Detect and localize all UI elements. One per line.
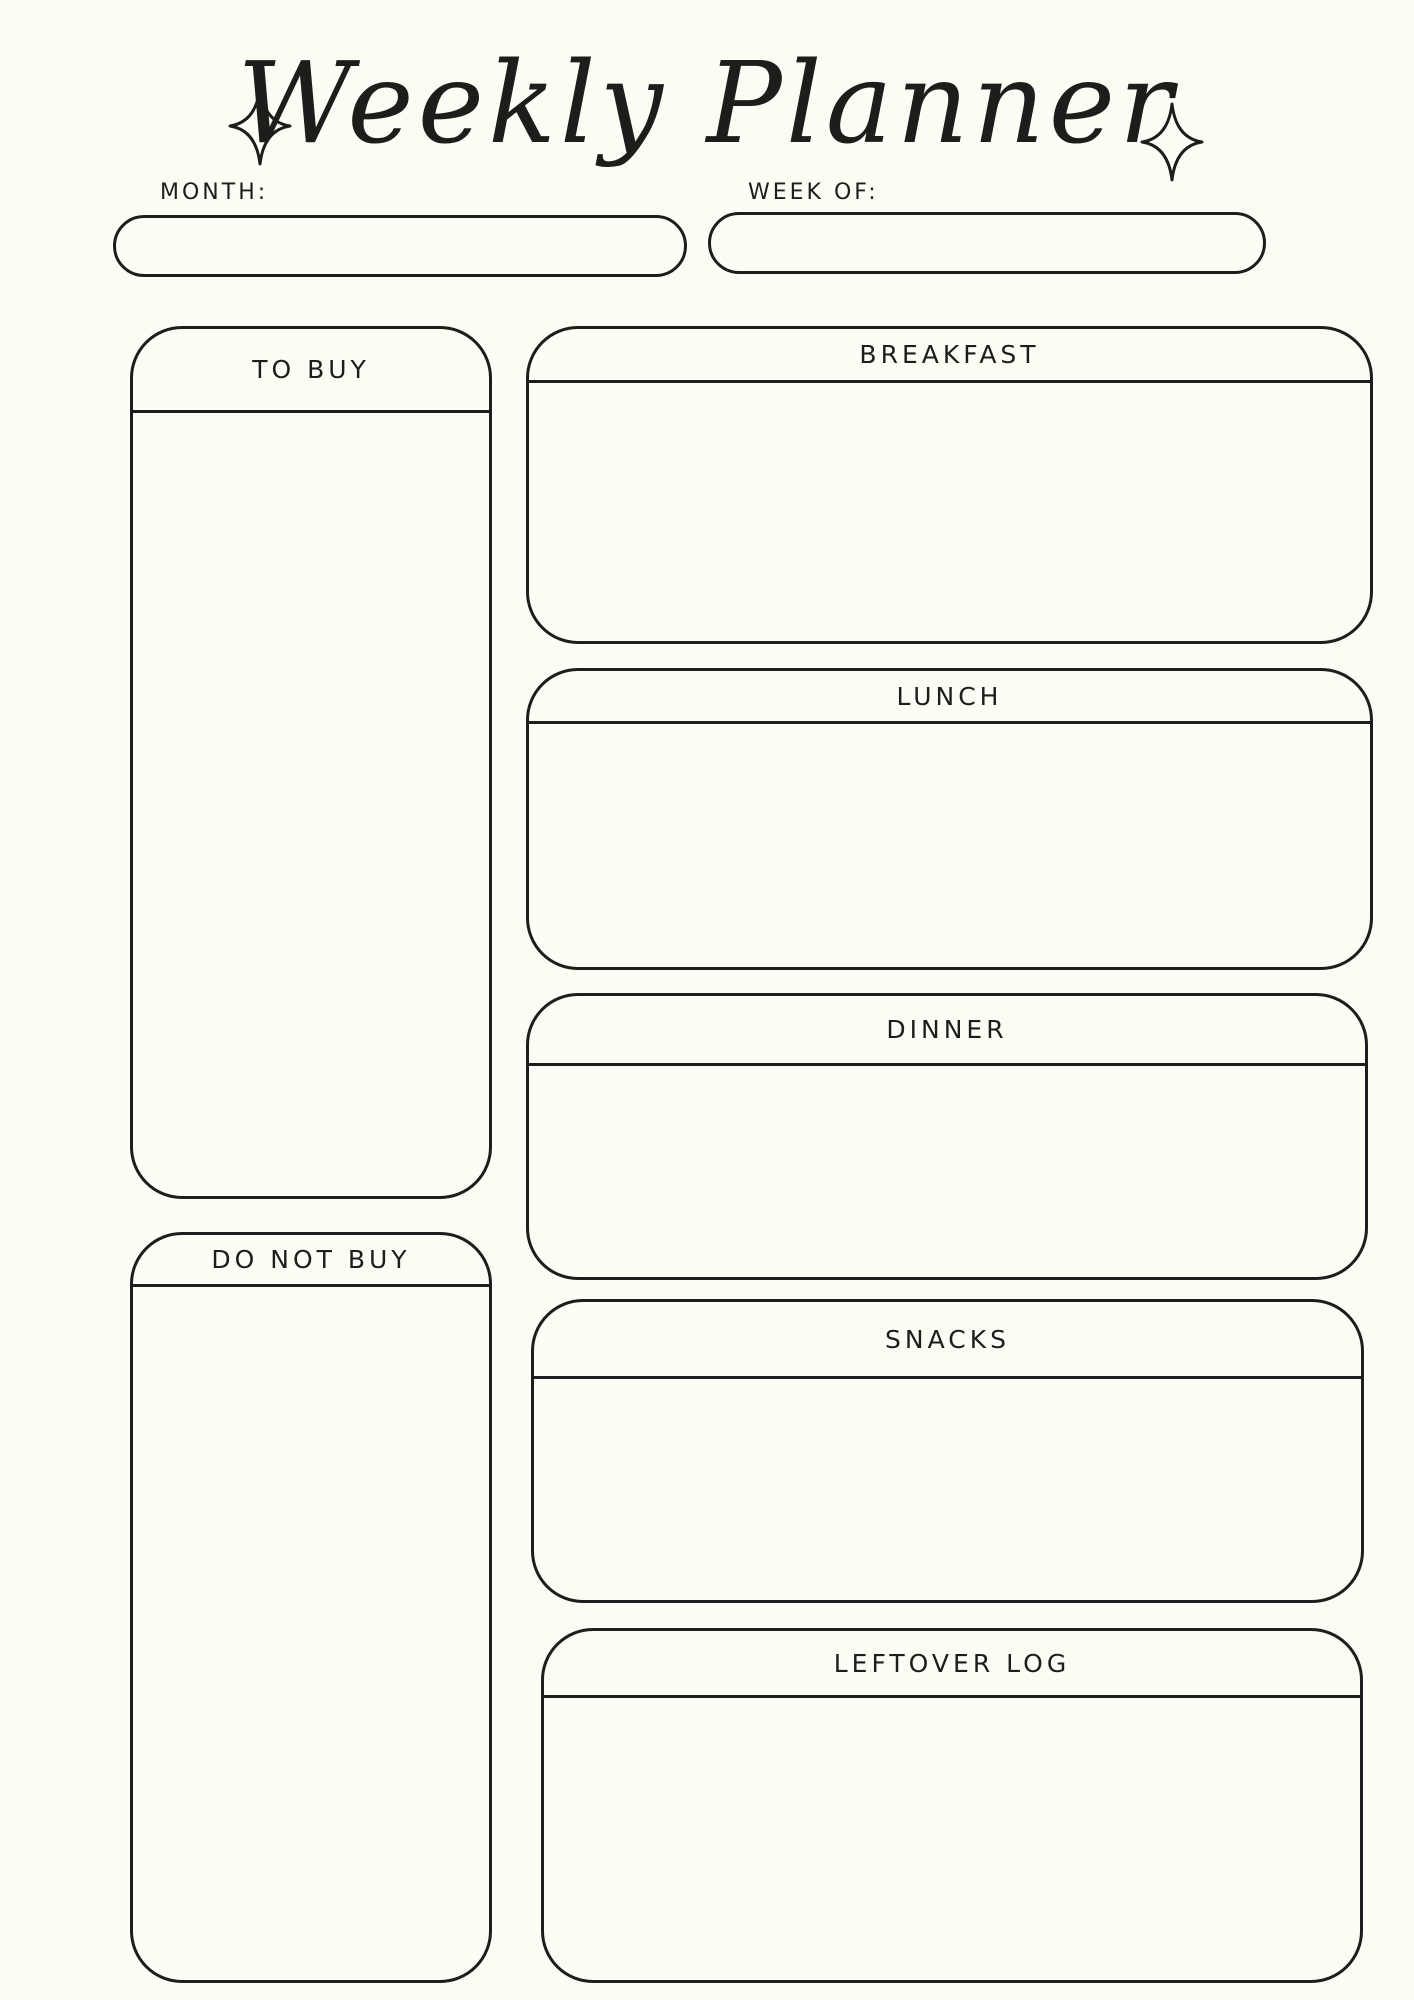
month-label: MONTH: [160,180,269,205]
breakfast-title: BREAKFAST [859,340,1040,369]
dinner-header [529,996,1365,1066]
lunch-panel [526,668,1373,970]
leftover-log-area[interactable] [544,1698,1360,1980]
breakfast-header [529,329,1370,383]
breakfast-area[interactable] [529,383,1370,641]
week-of-label: WEEK OF: [748,180,879,205]
snacks-area[interactable] [534,1379,1361,1600]
lunch-area[interactable] [529,724,1370,967]
do-not-buy-panel [130,1232,492,1983]
month-field[interactable] [113,215,687,277]
page-title: Weekly Planner [237,39,1177,169]
dinner-title: DINNER [886,1015,1008,1044]
sparkle-icon [228,86,292,166]
week-of-field[interactable] [708,212,1266,274]
leftover-log-title: LEFTOVER LOG [833,1648,1071,1678]
leftover-log-header [544,1631,1360,1698]
leftover-log-panel [541,1628,1363,1983]
to-buy-panel [130,326,492,1199]
lunch-title: LUNCH [896,681,1003,711]
dinner-panel [526,993,1368,1280]
sparkle-icon [1140,102,1204,182]
do-not-buy-title: DO NOT BUY [211,1245,411,1274]
do-not-buy-header [133,1235,489,1287]
do-not-buy-area[interactable] [133,1287,489,1980]
snacks-header [534,1302,1361,1379]
breakfast-panel [526,326,1373,644]
snacks-panel [531,1299,1364,1603]
to-buy-header [133,329,489,413]
snacks-title: SNACKS [885,1324,1010,1354]
to-buy-area[interactable] [133,413,489,1196]
dinner-area[interactable] [529,1066,1365,1277]
to-buy-title: TO BUY [252,355,370,384]
lunch-header [529,671,1370,724]
